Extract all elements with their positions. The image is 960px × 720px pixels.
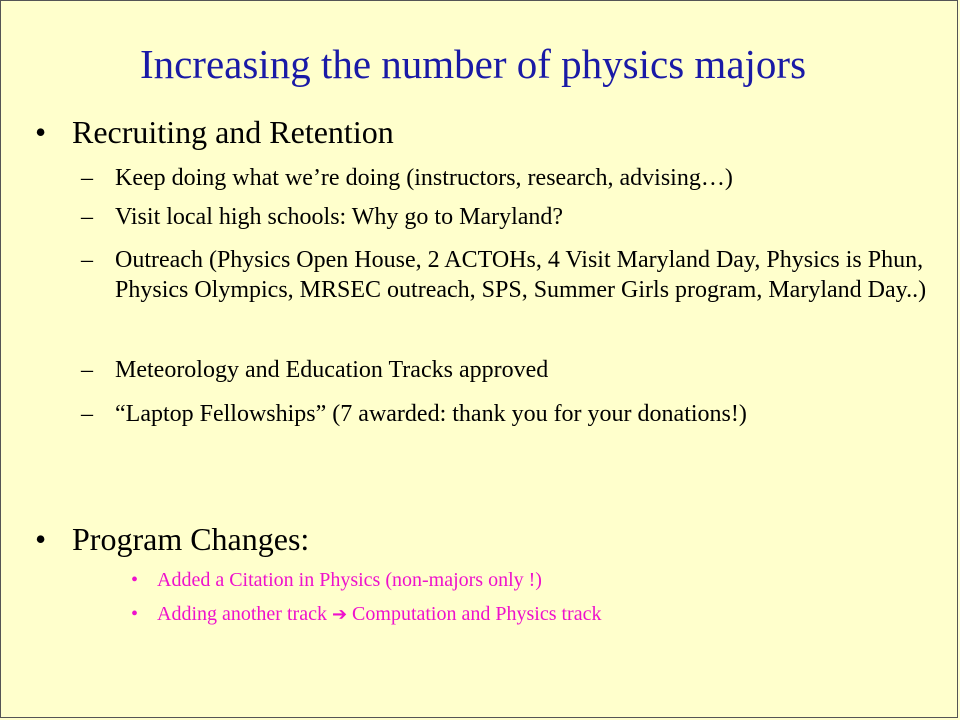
bullet-heading: Recruiting and Retention — [72, 114, 394, 150]
dash-marker: – — [81, 204, 93, 230]
sub-item-text: Keep doing what we’re doing (instructors, research, advising…) — [115, 165, 733, 191]
text-after-arrow: Computation and Physics track — [352, 603, 602, 625]
sub-bullet-dot: • — [131, 569, 139, 591]
dash-marker: – — [81, 247, 93, 273]
sub-item-text: Meteorology and Education Tracks approved — [115, 357, 549, 383]
text-before-arrow: Adding another track — [157, 603, 327, 625]
right-arrow-icon: ➔ — [331, 604, 348, 625]
sub-item-text: Visit local high schools: Why go to Maryland? — [115, 204, 564, 230]
sub-item-text: Outreach (Physics Open House, 2 ACTOHs, 4 Visit Maryland Day, Physics is Phun, Physics Olympics, MRSEC outreach, SPS, Summer Girls program, Maryland Day..) — [115, 247, 927, 303]
dash-marker: – — [81, 357, 93, 383]
sub-item-text: “Laptop Fellowships” (7 awarded: thank you for your donations!) — [115, 401, 747, 427]
bullet-dot: • — [35, 114, 47, 150]
dash-marker: – — [81, 165, 93, 191]
dash-marker: – — [81, 401, 93, 427]
bullet-dot: • — [35, 521, 47, 557]
sub-bullet-dot: • — [131, 603, 139, 625]
sub-sub-item-text: Added a Citation in Physics (non-majors only !) — [157, 569, 542, 591]
slide-title: Increasing the number of physics majors — [139, 41, 807, 87]
bullet-heading: Program Changes: — [72, 521, 310, 557]
sub-sub-item-text — [157, 601, 601, 628]
